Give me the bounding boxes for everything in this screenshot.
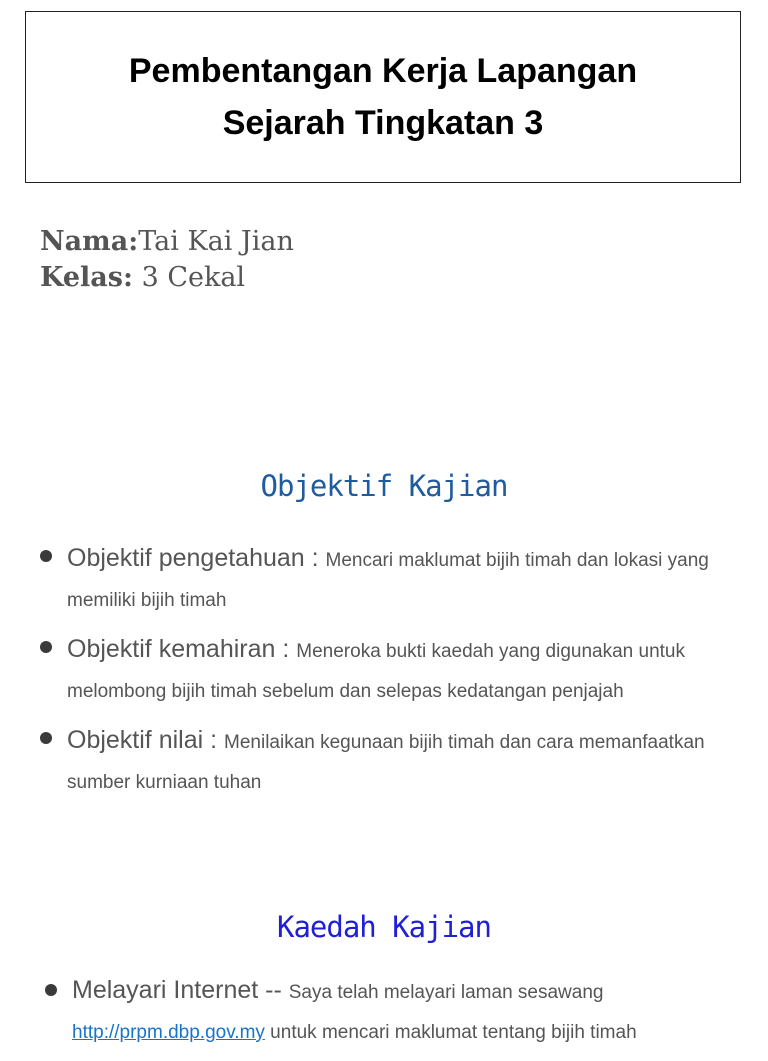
student-info: [40, 224, 294, 296]
list-item-label: Objektif nilai :: [67, 726, 225, 754]
kaedah-heading: Kaedah Kajian: [277, 910, 491, 944]
bullet-icon: [40, 641, 52, 653]
bullet-icon: [40, 550, 52, 562]
name-value: Tai Kai Jian: [138, 226, 294, 257]
list-item-body: Mencari maklumat bijih timah dan lokasi yang memiliki bijih timah: [67, 550, 709, 611]
class-value: 3 Cekal: [132, 262, 246, 293]
list-item-body: Meneroka bukti kaedah yang digunakan untuk melombong bijih timah sebelum dan selepas kedatangan penjajah: [67, 641, 685, 702]
list-item-text: [67, 629, 730, 712]
kaedah-list: [45, 970, 735, 1061]
list-item-body-after: untuk mencari maklumat tentang bijih timah: [264, 1022, 637, 1043]
student-class-row: [40, 260, 294, 296]
student-name-row: [40, 224, 294, 260]
name-label: Nama:: [40, 226, 139, 257]
list-item-label: Melayari Internet --: [72, 976, 289, 1004]
list-item-text: [67, 538, 730, 621]
class-label: Kelas:: [40, 262, 133, 293]
website-link[interactable]: http://prpm.dbp.gov.my: [72, 1022, 265, 1043]
list-item-label: Objektif kemahiran :: [67, 635, 297, 663]
list-item-text: [67, 720, 730, 803]
bullet-icon: [40, 732, 52, 744]
title-line-2: Sejarah Tingkatan 3: [222, 104, 544, 142]
objektif-list: [40, 538, 730, 811]
list-item: [45, 970, 735, 1053]
list-item-body: Saya telah melayari laman sesawang: [288, 982, 604, 1003]
list-item-text: [72, 970, 735, 1053]
objektif-heading: Objektif Kajian: [260, 469, 508, 503]
list-item: [40, 720, 730, 803]
list-item-label: Objektif pengetahuan :: [67, 544, 326, 572]
title-line-1: Pembentangan Kerja Lapangan: [128, 52, 638, 90]
list-item: [40, 629, 730, 712]
list-item-body: Menilaikan kegunaan bijih timah dan cara memanfaatkan sumber kurniaan tuhan: [67, 732, 705, 793]
title-box: [25, 11, 741, 183]
list-item: [40, 538, 730, 621]
bullet-icon: [45, 984, 57, 996]
